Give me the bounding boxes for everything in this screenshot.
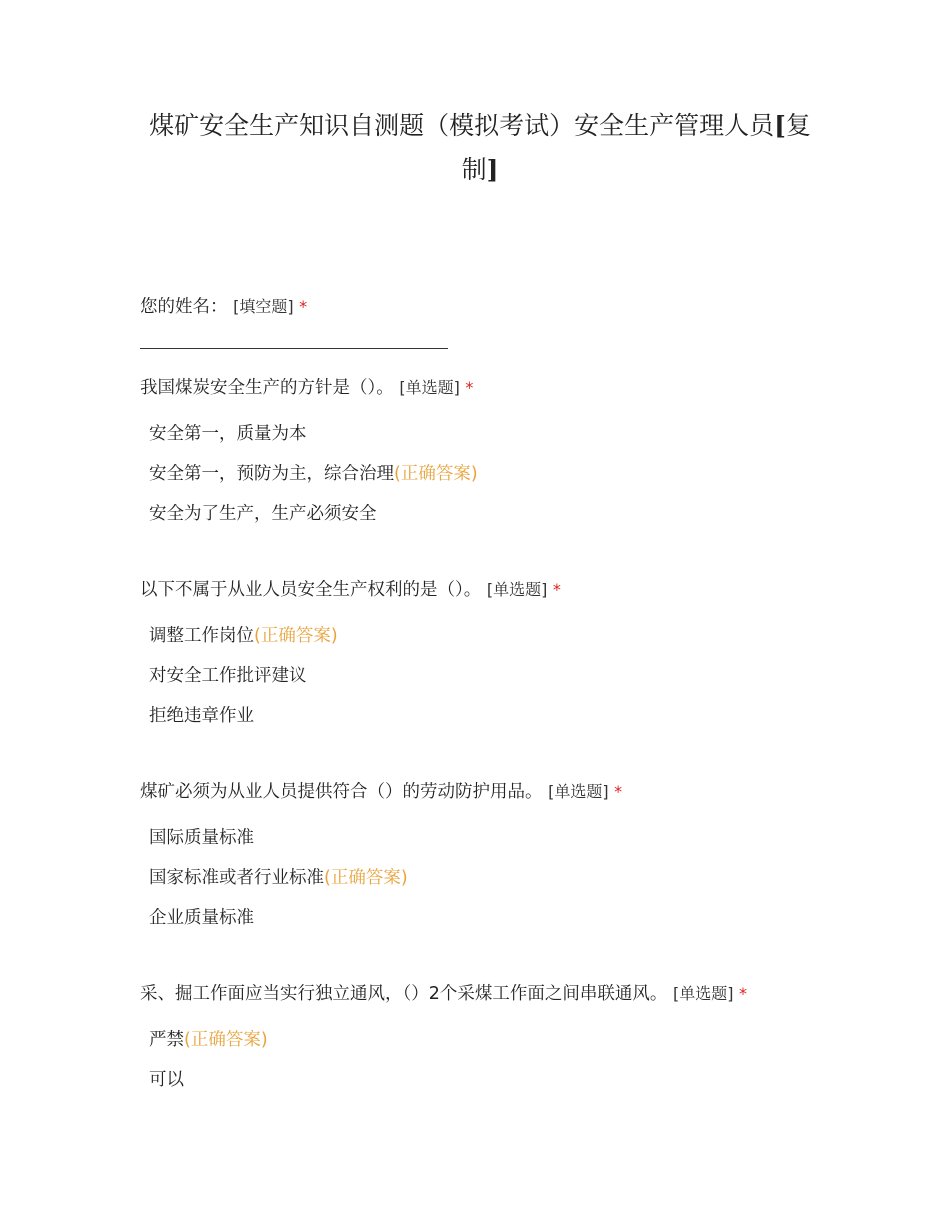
question-5 (140, 982, 840, 1006)
question-3-option-1[interactable] (149, 624, 338, 648)
question-2-title (140, 376, 840, 400)
document-title (140, 104, 820, 192)
question-4-title (140, 780, 840, 804)
question-4-text: 煤矿必须为从业人员提供符合（）的劳动防护用品。 (140, 782, 543, 802)
title-bracket-open: [ (774, 111, 786, 140)
required-mark: * (552, 580, 561, 599)
question-3-text: 以下不属于从业人员安全生产权利的是（）。 (140, 580, 482, 600)
title-line2: 制 (461, 155, 487, 184)
option-label: 严禁 (149, 1030, 184, 1050)
question-2-type: [单选题] (399, 378, 460, 397)
option-label: 拒绝违章作业 (149, 706, 254, 726)
question-4-option-1[interactable] (149, 826, 254, 850)
question-3-option-2[interactable] (149, 664, 307, 688)
question-5-option-2[interactable] (149, 1068, 184, 1092)
correct-answer-label: (正确答案) (394, 464, 478, 484)
question-2-option-1[interactable] (149, 422, 307, 446)
question-2-text: 我国煤炭安全生产的方针是（）。 (140, 378, 394, 398)
correct-answer-label: (正确答案) (254, 626, 338, 646)
question-5-type: [单选题] (672, 984, 734, 1003)
question-5-text: 采、掘工作面应当实行独立通风，（）2个采煤工作面之间串联通风。 (140, 984, 668, 1004)
question-3 (140, 578, 840, 602)
question-3-option-3[interactable] (149, 704, 254, 728)
required-mark: * (299, 297, 308, 316)
question-1-type: [填空题] (233, 297, 294, 316)
question-4 (140, 780, 840, 804)
required-mark: * (465, 378, 474, 397)
correct-answer-label: (正确答案) (184, 1030, 268, 1050)
option-label: 可以 (149, 1070, 184, 1090)
option-label: 对安全工作批评建议 (149, 666, 307, 686)
question-1-text: 您的姓名： (140, 297, 228, 317)
option-label: 国家标准或者行业标准 (149, 868, 324, 888)
option-label: 安全第一，预防为主，综合治理 (149, 464, 394, 484)
question-4-option-3[interactable] (149, 906, 254, 930)
question-1 (140, 295, 840, 319)
required-mark: * (739, 984, 748, 1003)
option-label: 国际质量标准 (149, 828, 254, 848)
question-4-option-2[interactable] (149, 866, 408, 890)
correct-answer-label: (正确答案) (324, 868, 408, 888)
name-answer-field[interactable] (140, 348, 448, 349)
question-2-option-3[interactable] (149, 502, 377, 526)
title-line1-end: 复 (785, 111, 811, 140)
question-2-option-2[interactable] (149, 462, 478, 486)
option-label: 调整工作岗位 (149, 626, 254, 646)
required-mark: * (614, 782, 623, 801)
option-label: 企业质量标准 (149, 908, 254, 928)
question-1-title (140, 295, 840, 319)
question-5-title (140, 982, 840, 1006)
question-3-type: [单选题] (486, 580, 548, 599)
title-line1: 煤矿安全生产知识自测题（模拟考试）安全生产管理人员 (149, 111, 775, 140)
question-3-title (140, 578, 840, 602)
option-label: 安全为了生产，生产必须安全 (149, 504, 377, 524)
question-5-option-1[interactable] (149, 1028, 268, 1052)
question-4-type: [单选题] (548, 782, 609, 801)
option-label: 安全第一，质量为本 (149, 424, 307, 444)
question-2 (140, 376, 840, 400)
title-bracket-close: ] (486, 155, 499, 184)
